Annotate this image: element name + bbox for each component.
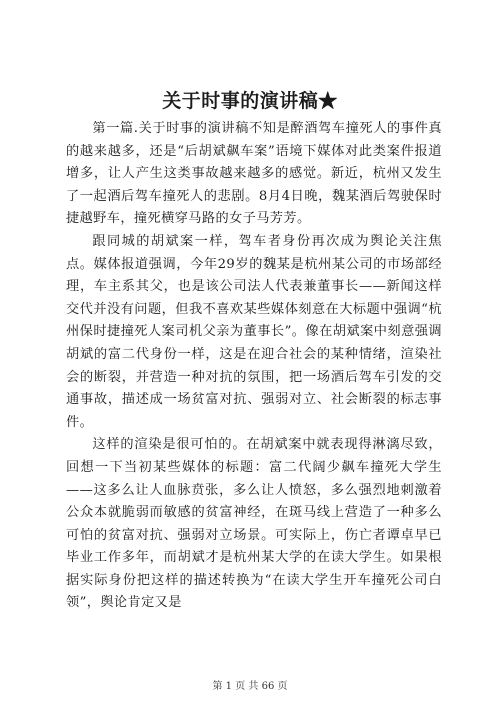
- paragraph-3: 这样的渲染是很可怕的。在胡斌案中就表现得淋漓尽致，回想一下当初某些媒体的标题：富二代阔少飙车撞死大学生——这多么让人血脉贲张，多么让人愤怒，多么强烈地刺激着公众本就脆弱而敏感的贫富神经，在斑马线上营造了一种多么可怕的贫富对抗、强弱对立场景。可实际上，伤亡者谭卓早已毕业工作多年，而胡斌才是杭州某大学的在读大学生。如果根据实际身份把这样的描述转换为“在读大学生开车撞死公司白领”，舆论肯定又是: [66, 437, 442, 611]
- paragraph-2: 跟同城的胡斌案一样，驾车者身份再次成为舆论关注焦点。媒体报道强调，今年29岁的魏某是杭州某公司的市场部经理，车主系其父，也是该公司法人代表兼董事长——新闻这样交代并没有问题，但我不喜欢某些媒体刻意在大标题中强调“杭州保时捷撞死人案司机父亲为董事长”。像在胡斌案中刻意强调胡斌的富二代身份一样，这是在迎合社会的某种情绪，渲染社会的断裂，并营造一种对抗的氛围，把一场酒后驾车引发的交通事故，描述成一场贫富对抗、强弱对立、社会断裂的标志事件。: [66, 233, 442, 430]
- paragraph-1: 第一篇.关于时事的演讲稿不知是醉酒驾车撞死人的事件真的越来越多，还是“后胡斌飙车案”语境下媒体对此类案件报道增多，让人产生这类事故越来越多的感觉。新近，杭州又发生了一起酒后驾车撞死人的悲剧。8月4日晚，魏某酒后驾驶保时捷越野车，撞死横穿马路的女子马芳芳。: [66, 121, 442, 227]
- document-body: [66, 118, 442, 615]
- page-footer: 第 1 页 共 66 页: [212, 681, 288, 692]
- document-title: 关于时事的演讲稿★: [162, 90, 338, 112]
